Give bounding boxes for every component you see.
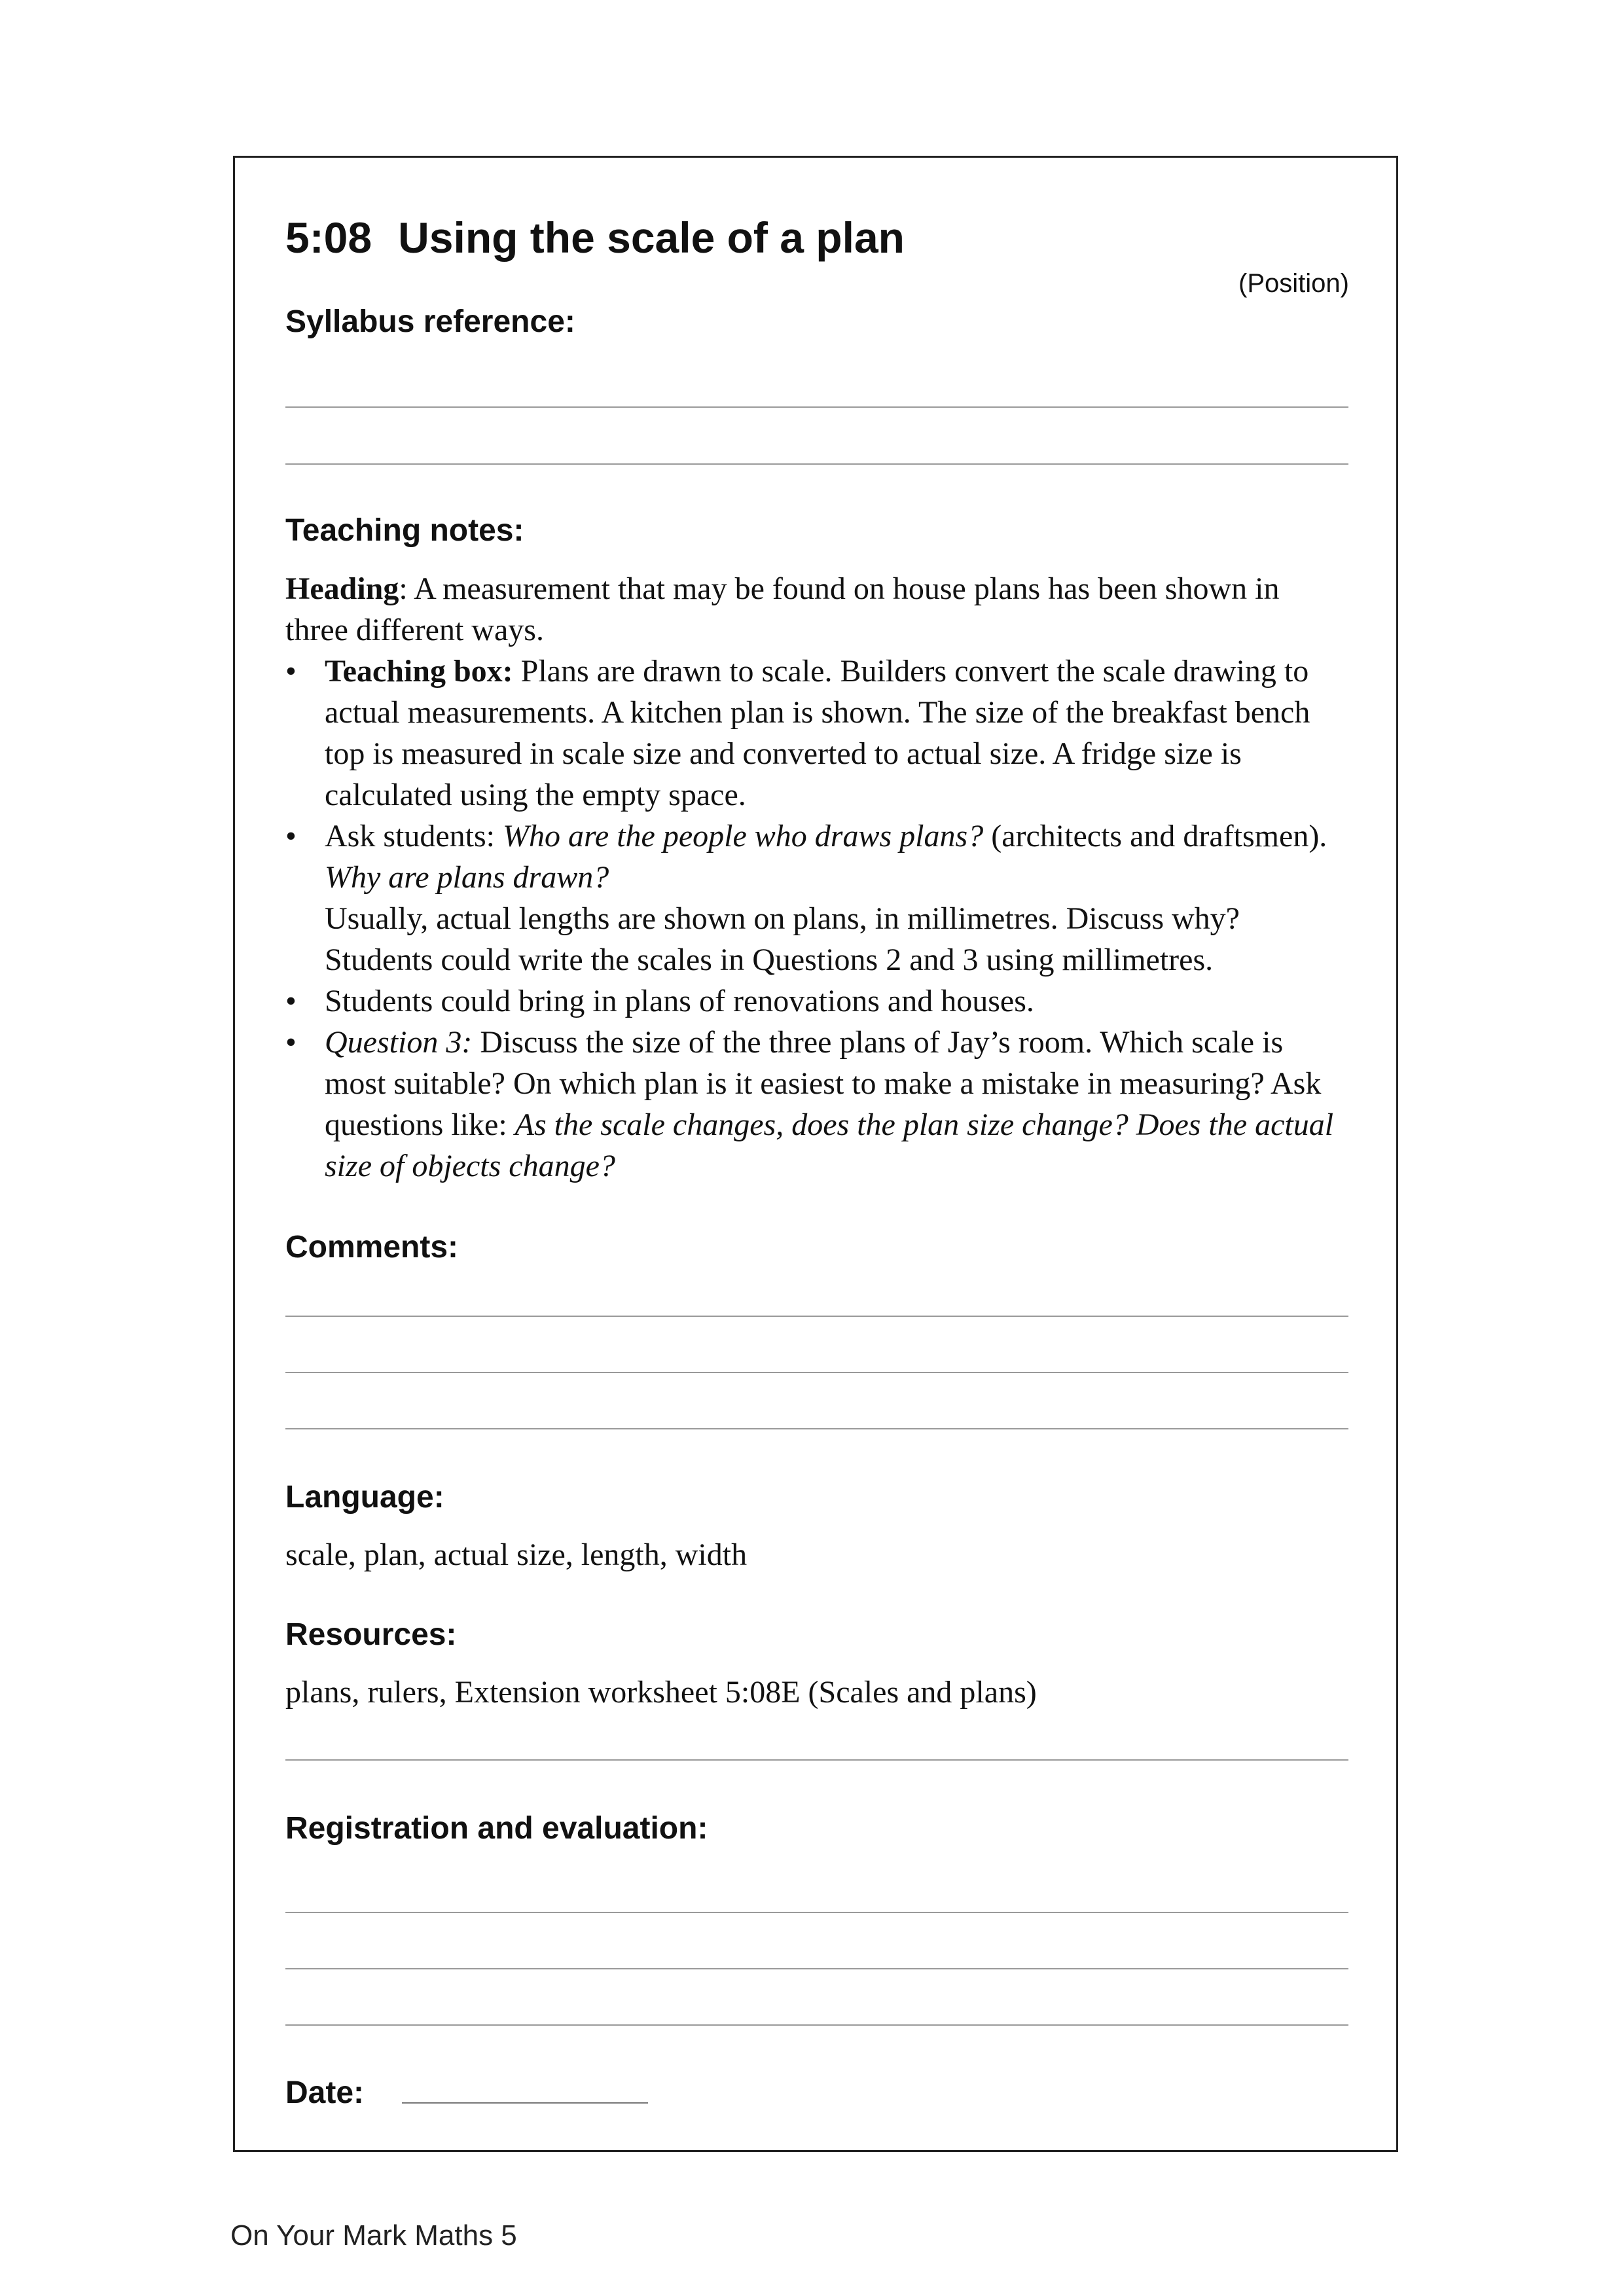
renovations-text: Students could bring in plans of renovations and houses.: [325, 984, 1034, 1018]
language-text: scale, plan, actual size, length, width: [285, 1537, 748, 1572]
ask-students-mid: (architects and draftsmen).: [983, 819, 1327, 853]
list-item: [285, 651, 1348, 816]
question-3-label: Question 3:: [325, 1025, 473, 1060]
list-item: [285, 980, 1348, 1022]
ask-students-question-1: Who are the people who draws plans?: [503, 819, 984, 853]
registration-line-1[interactable]: [285, 1912, 1348, 1913]
intro-bold: Heading: [285, 571, 399, 606]
teaching-box-label: Teaching box:: [325, 654, 513, 689]
ask-students-line-2: Usually, actual lengths are shown on plans, in millimetres. Discuss why?: [325, 901, 1240, 936]
teaching-box-text: Plans are drawn to scale. Builders convert the scale drawing to actual measurements. A kitchen plan is shown. The size of the breakfast bench top is measured in scale size and converted to actual size. A fridge size is calculated using the empty space.: [325, 654, 1310, 812]
teaching-notes-body: [285, 568, 1348, 1187]
comments-heading: Comments:: [285, 1230, 459, 1265]
list-item: [285, 1022, 1348, 1187]
date-field[interactable]: [402, 2102, 648, 2104]
teaching-notes-list: [285, 651, 1348, 1187]
resources-line[interactable]: [285, 1759, 1348, 1761]
bullet-icon: •: [285, 984, 297, 1018]
registration-heading: Registration and evaluation:: [285, 1811, 708, 1846]
comments-line-3[interactable]: [285, 1428, 1348, 1429]
intro-text: : A measurement that may be found on house plans has been shown in three different ways.: [285, 571, 1280, 647]
ask-students-line-3: Students could write the scales in Questions 2 and 3 using millimetres.: [325, 942, 1214, 977]
teaching-notes-intro: [285, 568, 1348, 651]
list-item: [285, 816, 1348, 980]
comments-line-2[interactable]: [285, 1372, 1348, 1373]
resources-text: plans, rulers, Extension worksheet 5:08E (Scales and plans): [285, 1675, 1037, 1710]
question-3-italic-questions: As the scale changes, does the plan size change? Does the actual size of objects change?: [325, 1107, 1334, 1183]
comments-line-1[interactable]: [285, 1316, 1348, 1317]
lesson-title: Using the scale of a plan: [398, 213, 905, 262]
page-title: [285, 208, 905, 267]
registration-line-3[interactable]: [285, 2024, 1348, 2026]
teaching-notes-heading: Teaching notes:: [285, 513, 524, 548]
resources-heading: Resources:: [285, 1617, 457, 1652]
ask-students-question-2: Why are plans drawn?: [325, 860, 609, 895]
question-3-text: Discuss the size of the three plans of Jay’s room. Which scale is most suitable? On which plan is it easiest to make a mistake in measuring? Ask questions like:: [325, 1025, 1322, 1142]
position-label: (Position): [1238, 269, 1349, 298]
bullet-icon: •: [285, 654, 297, 689]
footer-text: On Your Mark Maths 5: [230, 2219, 517, 2251]
syllabus-heading: Syllabus reference:: [285, 304, 575, 339]
syllabus-line-2[interactable]: [285, 463, 1348, 465]
lesson-number: 5:08: [285, 213, 372, 262]
bullet-icon: •: [285, 1025, 297, 1060]
language-heading: Language:: [285, 1480, 444, 1515]
bullet-icon: •: [285, 819, 297, 853]
ask-students-lead: Ask students:: [325, 819, 503, 853]
registration-line-2[interactable]: [285, 1968, 1348, 1969]
date-label: Date:: [285, 2075, 365, 2110]
syllabus-line-1[interactable]: [285, 406, 1348, 408]
